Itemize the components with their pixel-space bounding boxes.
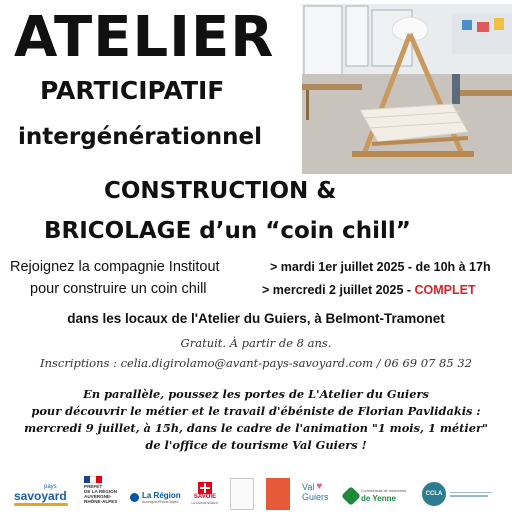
logo-region-main: La Région: [142, 490, 181, 500]
logo-badge-2: [266, 478, 290, 510]
yenne-leaf-icon: [341, 486, 361, 506]
intro-line-1: Rejoignez la compagnie Institout: [10, 259, 220, 275]
logo-savoie-main: SAVOIE: [193, 494, 217, 500]
title-intergenerationnel: intergénérationnel: [18, 124, 263, 150]
date-line-1: > mardi 1er juillet 2025 - de 10h à 17h: [270, 260, 491, 274]
logo-savoyard-swoosh: [14, 503, 68, 506]
logo-savoyard-top: pays: [44, 484, 57, 490]
logo-yenne-2: de Yenne: [361, 494, 396, 503]
parallel-paragraph: [0, 386, 512, 454]
title-atelier: ATELIER: [14, 5, 275, 70]
parallel-line-2: pour découvrir le métier et le travail d'ébéniste de Florian Pavlidakis :: [31, 404, 481, 418]
hammock-photo: [302, 4, 512, 174]
logo-savoie-sub: LE DÉPARTEMENT: [191, 501, 219, 505]
headline-construction: CONSTRUCTION &: [104, 178, 337, 204]
gratuit-text: Gratuit. À partir de 8 ans.: [180, 336, 332, 350]
logo-ccla-circle: [422, 482, 446, 506]
region-icon: [130, 493, 139, 502]
logo-yenne-1: Communauté de communes: [361, 489, 407, 493]
logo-region-sub: Auvergne-Rhône-Alpes: [142, 499, 179, 504]
savoie-cross-icon: [198, 482, 212, 494]
marianne-flag-icon: [84, 476, 102, 483]
logo-prefet: [84, 476, 124, 514]
date-2-text: > mercredi 2 juillet 2025 -: [262, 283, 415, 297]
parallel-line-1: En parallèle, poussez les portes de L'Atelier du Guiers: [83, 387, 429, 401]
logo-val-guiers: [302, 482, 336, 510]
complet-badge: COMPLET: [414, 283, 476, 297]
logo-ccla: [422, 480, 502, 508]
intro-line-2: pour construire un coin chill: [30, 281, 207, 297]
logo-savoyard-main: savoyard: [14, 489, 67, 503]
headline-bricolage: BRICOLAGE d’un “coin chill”: [44, 218, 411, 244]
logo-prefet-text: PRÉFET DE LA RÉGION AUVERGNE- RHÔNE-ALPES: [84, 484, 118, 504]
logo-ccla-text: CCLA: [425, 491, 443, 497]
heart-icon: ♥: [316, 481, 323, 492]
logo-yenne: [344, 484, 416, 508]
location-text: dans les locaux de l'Atelier du Guiers, à Belmont-Tramonet: [67, 311, 445, 326]
logo-val-text: Val: [302, 482, 315, 492]
partner-logos: [0, 470, 512, 514]
logo-ccla-lines: [450, 491, 492, 498]
logo-badge-1: [230, 478, 254, 510]
date-line-2: [262, 283, 476, 297]
logo-guiers-text: Guiers: [302, 492, 329, 502]
title-participatif: PARTICIPATIF: [40, 76, 225, 105]
inscriptions-text: Inscriptions : celia.digirolamo@avant-pays-savoyard.com / 06 69 07 85 32: [40, 356, 472, 370]
parallel-line-3: mercredi 9 juillet, à 15h, dans le cadre de l'animation "1 mois, 1 métier": [24, 421, 488, 435]
logo-region: [130, 486, 184, 508]
logo-savoie: [190, 482, 220, 512]
parallel-line-4: de l'office de tourisme Val Guiers !: [145, 438, 367, 452]
logo-pays-savoyard: [14, 484, 74, 510]
